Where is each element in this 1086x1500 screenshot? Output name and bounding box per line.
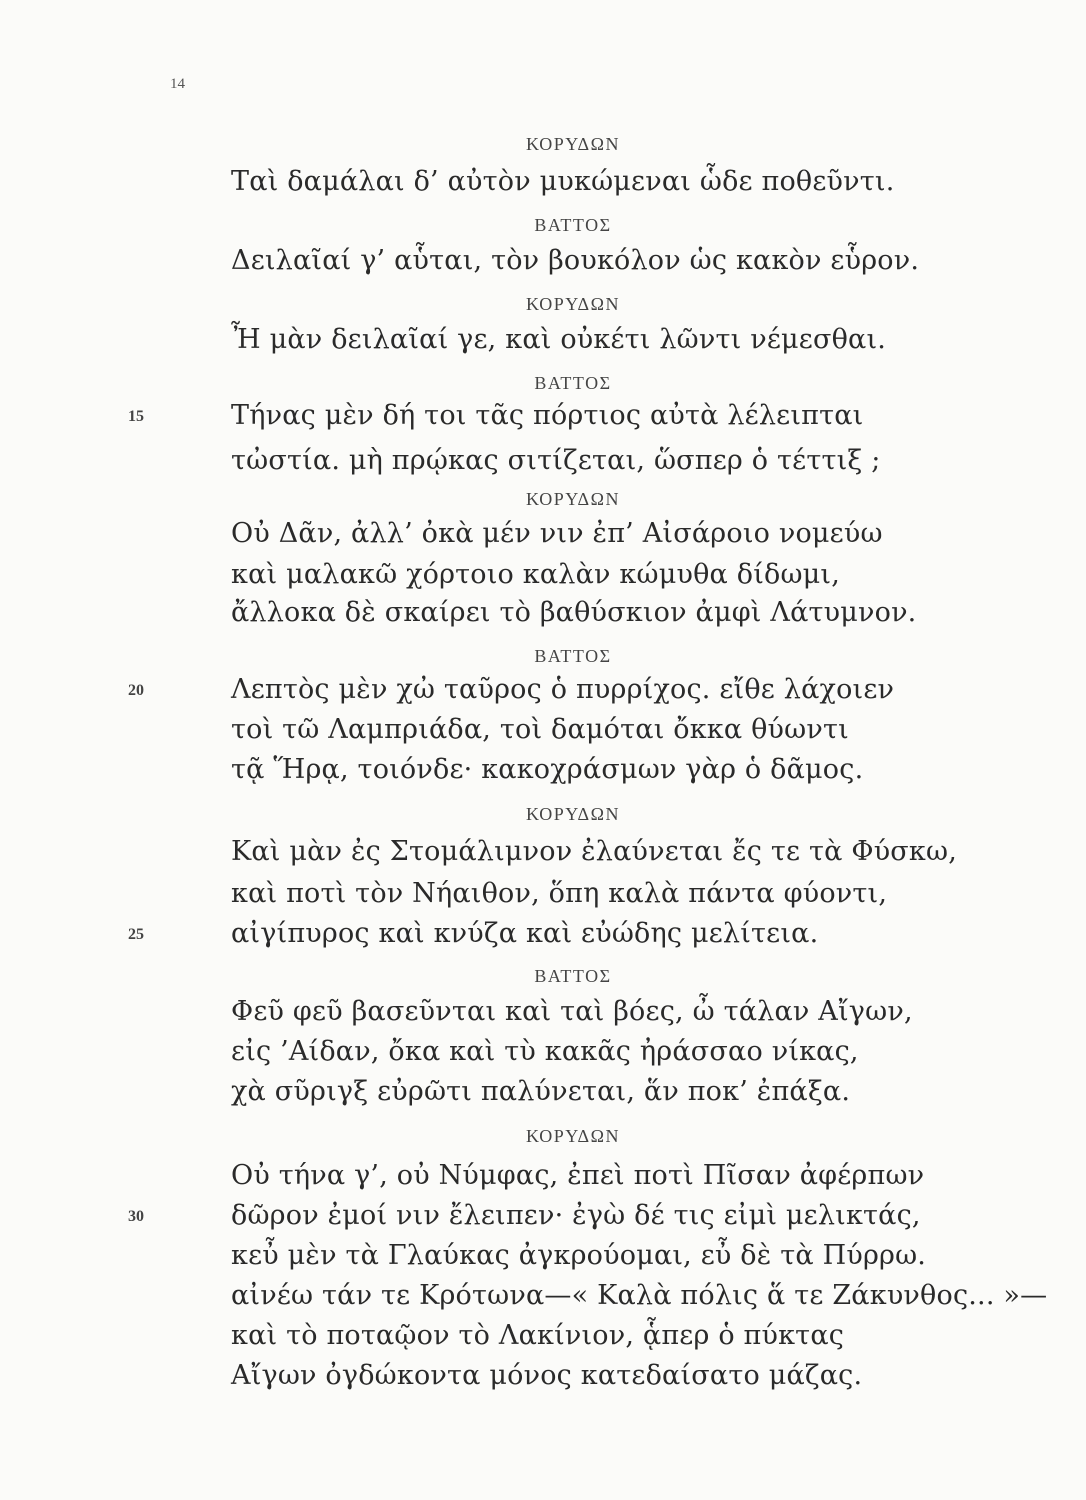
verse-line: καὶ μαλακῶ χόρτοιο καλὰν κώμυθα δίδωμι,	[231, 559, 840, 590]
verse-line: Φεῦ φεῦ βασεῦνται καὶ ταὶ βόες, ὦ τάλαν Αἴγων,	[231, 996, 913, 1027]
line-number: 15	[128, 408, 144, 425]
verse-line: τοὶ τῶ Λαμπριάδα, τοὶ δαμόται ὄκκα θύωντι	[231, 714, 849, 745]
verse-line: δῶρον ἐμοί νιν ἔλειπεν· ἐγὼ δέ τις εἰμὶ μελικτάς,	[231, 1200, 921, 1231]
line-number: 25	[128, 926, 144, 943]
verse-line: χὰ σῦριγξ εὐρῶτι παλύνεται, ἅν ποκ’ ἐπάξα.	[231, 1076, 851, 1107]
speaker-name: ΒΑΤΤΟΣ	[534, 646, 612, 666]
verse-line: Οὐ τήνα γ’, οὐ Νύμφας, ἐπεὶ ποτὶ Πῖσαν ἀφέρπων	[231, 1160, 925, 1191]
speaker-name: ΒΑΤΤΟΣ	[534, 373, 612, 393]
verse-line: κεὖ μὲν τὰ Γλαύκας ἀγκρούομαι, εὖ δὲ τὰ Πύρρω.	[231, 1240, 927, 1271]
verse-line: Λεπτὸς μὲν χὠ ταῦρος ὁ πυρρίχος. εἴθε λάχοιεν	[231, 674, 895, 705]
verse-line: Ἦ μὰν δειλαῖαί γε, καὶ οὐκέτι λῶντι νέμεσθαι.	[231, 324, 887, 355]
verse-line: Τήνας μὲν δή τοι τᾶς πόρτιος αὐτὰ λέλειπται	[231, 400, 864, 431]
speaker-name: ΚΟΡΥΔΩΝ	[526, 804, 620, 824]
verse-line: Ταὶ δαμάλαι δ’ αὐτὸν μυκώμεναι ὧδε ποθεῦντι.	[231, 166, 895, 197]
verse-line: αἰγίπυρος καὶ κνύζα καὶ εὐώδης μελίτεια.	[231, 918, 819, 949]
verse-line: Αἴγων ὀγδώκοντα μόνος κατεδαίσατο μάζας.	[231, 1360, 863, 1391]
speaker-name: ΚΟΡΥΔΩΝ	[526, 489, 620, 509]
verse-line: αἰνέω τάν τε Κρότωνα—« Καλὰ πόλις ἅ τε Ζάκυνθος... »—	[231, 1280, 1048, 1311]
verse-line: καὶ ποτὶ τὸν Νήαιθον, ὅπη καλὰ πάντα φύοντι,	[231, 878, 888, 909]
verse-line: καὶ τὸ ποταῷον τὸ Λακίνιον, ᾇπερ ὁ πύκτας	[231, 1320, 845, 1351]
page-number: 14	[170, 76, 185, 92]
verse-line: Δειλαῖαί γ’ αὗται, τὸν βουκόλον ὡς κακὸν εὗρον.	[231, 245, 920, 276]
verse-line: τὠστία. μὴ πρῴκας σιτίζεται, ὥσπερ ὁ τέττιξ ;	[231, 445, 881, 476]
speaker-name: ΚΟΡΥΔΩΝ	[526, 134, 620, 154]
line-number: 30	[128, 1208, 144, 1225]
verse-line: τᾷ Ἥρᾳ, τοιόνδε· κακοχράσμων γὰρ ὁ δᾶμος.	[231, 754, 864, 785]
speaker-name: ΚΟΡΥΔΩΝ	[526, 294, 620, 314]
verse-line: Καὶ μὰν ἐς Στομάλιμνον ἐλαύνεται ἔς τε τὰ Φύσκω,	[231, 836, 958, 867]
verse-line: εἰς ’Αίδαν, ὄκα καὶ τὺ κακᾶς ἠράσσαο νίκας,	[231, 1036, 859, 1067]
verse-line: Οὐ Δᾶν, ἀλλ’ ὀκὰ μέν νιν ἐπ’ Αἰσάροιο νομεύω	[231, 518, 883, 549]
line-number: 20	[128, 682, 144, 699]
speaker-name: ΚΟΡΥΔΩΝ	[526, 1126, 620, 1146]
speaker-name: ΒΑΤΤΟΣ	[534, 215, 612, 235]
verse-line: ἄλλοκα δὲ σκαίρει τὸ βαθύσκιον ἀμφὶ Λάτυμνον.	[231, 597, 917, 628]
speaker-name: ΒΑΤΤΟΣ	[534, 966, 612, 986]
